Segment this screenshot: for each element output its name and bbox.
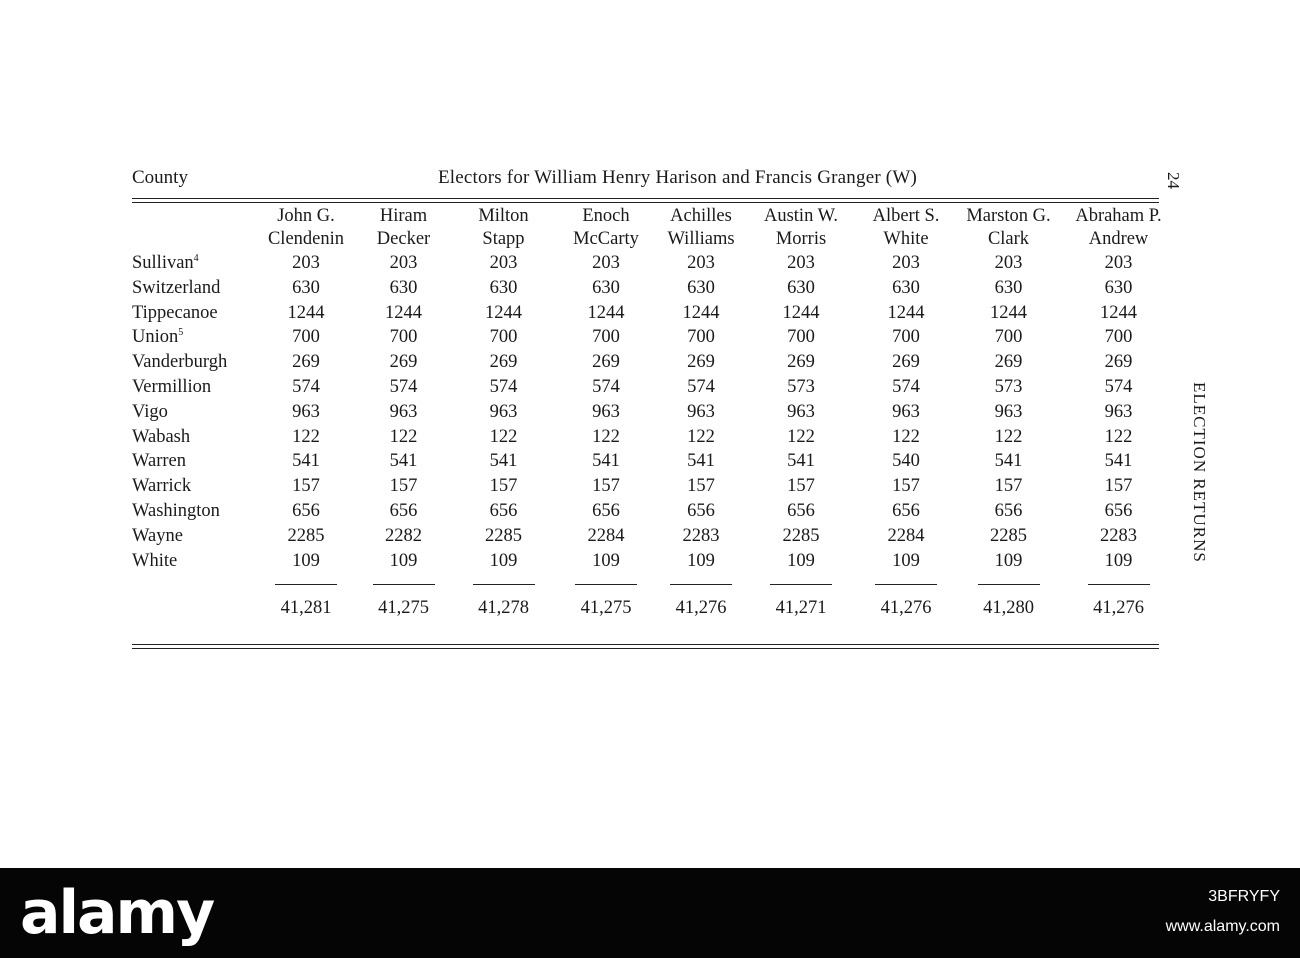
vote-count-cell: 269 (994, 352, 1023, 373)
vote-count-cell: 122 (687, 426, 715, 447)
county-name-text: Vigo (132, 401, 168, 422)
vote-count-cell: 122 (489, 426, 518, 447)
vote-count-cell: 203 (994, 253, 1023, 273)
sum-rule (978, 584, 1040, 585)
elector-first-names-row (128, 205, 1176, 228)
vote-count-cell: 2285 (287, 525, 325, 546)
elector-last-name: Decker (376, 229, 431, 249)
vote-count-cell: 2282 (385, 525, 422, 546)
vote-count-cell: 656 (687, 500, 715, 521)
vote-count-cell: 1244 (587, 302, 625, 323)
vote-count-cell: 2283 (682, 525, 720, 546)
elector-first-name: Abraham P. (1075, 206, 1162, 226)
county-name (128, 499, 256, 524)
elector-first-name: Albert S. (872, 206, 940, 226)
page-number: 24 (1164, 172, 1183, 189)
vote-count-cell: 656 (787, 500, 815, 521)
vote-count-cell: 109 (687, 550, 715, 571)
vote-count-cell: 700 (292, 327, 320, 348)
vote-count-cell: 573 (787, 376, 815, 397)
vote-count-cell: 630 (687, 277, 715, 298)
vote-count-cell: 700 (787, 327, 815, 348)
vote-count-cell: 963 (687, 401, 715, 422)
table-row (128, 375, 1176, 400)
total-cell: 41,278 (478, 598, 529, 619)
vote-count-cell: 541 (1104, 451, 1133, 472)
elector-last-name: Stapp (482, 229, 525, 249)
vote-count-cell: 109 (489, 550, 518, 571)
elector-first-name: Marston G. (966, 206, 1051, 226)
county-name (128, 251, 256, 276)
total-cell: 41,280 (983, 598, 1034, 619)
elector-last-name: Clark (987, 229, 1030, 249)
elector-last-name: Andrew (1088, 229, 1149, 249)
table-row (128, 276, 1176, 301)
table-row (128, 425, 1176, 450)
vote-count-cell: 541 (994, 451, 1023, 472)
vote-count-cell: 109 (1104, 550, 1133, 571)
vote-count-cell: 122 (892, 426, 920, 447)
vote-count-cell: 963 (489, 401, 518, 422)
footnote-marker: 5 (178, 327, 184, 339)
vote-count-cell: 541 (592, 451, 620, 472)
vote-count-cell: 963 (994, 401, 1023, 422)
elector-last-names-row (128, 228, 1176, 251)
county-name (128, 375, 256, 400)
vote-count-cell: 122 (389, 426, 418, 447)
vote-count-cell: 963 (389, 401, 418, 422)
vote-count-cell: 700 (994, 327, 1023, 348)
vote-count-cell: 963 (592, 401, 620, 422)
watermark-image-id: 3BFRYFY (1208, 888, 1280, 905)
vote-count-cell: 2284 (887, 525, 925, 546)
bottom-rule-inner (132, 648, 1159, 649)
county-name-text: Union (132, 327, 179, 348)
vote-count-cell: 573 (994, 376, 1023, 397)
elector-last-name: White (883, 229, 929, 249)
vote-count-cell: 157 (489, 476, 518, 497)
vote-count-cell: 157 (389, 476, 418, 497)
county-name (128, 276, 256, 301)
vote-count-cell: 157 (687, 476, 715, 497)
vote-count-cell: 269 (389, 352, 418, 373)
vote-count-cell: 203 (1104, 253, 1133, 273)
sum-rule (875, 584, 937, 585)
total-cell: 41,276 (1093, 598, 1144, 619)
county-name-text: Vermillion (132, 376, 212, 397)
vote-count-cell: 1244 (485, 302, 522, 323)
vote-count-cell: 2284 (587, 525, 625, 546)
vote-count-cell: 963 (892, 401, 920, 422)
table-row (128, 251, 1176, 276)
vote-count-cell: 269 (292, 352, 320, 373)
county-name-text: White (132, 550, 178, 571)
vote-count-cell: 157 (787, 476, 815, 497)
county-rows (128, 251, 1176, 573)
vote-count-cell: 656 (892, 500, 920, 521)
elector-first-name: Achilles (670, 206, 732, 226)
table-row (128, 301, 1176, 326)
sum-rule (275, 584, 337, 585)
top-rule-inner (132, 202, 1159, 203)
elector-last-name: Clendenin (267, 229, 345, 249)
watermark-logo: alamy (20, 878, 214, 948)
elector-first-name: Austin W. (763, 206, 839, 226)
elector-last-name: Williams (667, 229, 735, 249)
vote-count-cell: 269 (489, 352, 518, 373)
vote-count-cell: 963 (1104, 401, 1133, 422)
sum-rule (1088, 584, 1150, 585)
county-name (128, 549, 256, 574)
county-name (128, 524, 256, 549)
running-section-title: ELECTION RETURNS (1190, 382, 1209, 563)
vote-count-cell: 630 (994, 277, 1023, 298)
vote-count-cell: 269 (787, 352, 815, 373)
vote-count-cell: 540 (892, 451, 920, 472)
vote-count-cell: 963 (292, 401, 320, 422)
county-name-text: Washington (132, 500, 220, 521)
vote-count-cell: 109 (994, 550, 1023, 571)
election-returns-table (128, 205, 1176, 621)
vote-count-cell: 2285 (485, 525, 522, 546)
vote-count-cell: 574 (592, 376, 620, 397)
vote-count-cell: 574 (687, 376, 715, 397)
county-name (128, 474, 256, 499)
vote-count-cell: 700 (1104, 327, 1133, 348)
vote-count-cell: 1244 (385, 302, 422, 323)
vote-count-cell: 203 (592, 253, 620, 273)
vote-count-cell: 630 (389, 277, 418, 298)
table-row (128, 549, 1176, 574)
vote-count-cell: 700 (389, 327, 418, 348)
table-row (128, 499, 1176, 524)
vote-count-cell: 203 (489, 253, 518, 273)
vote-count-cell: 1244 (887, 302, 925, 323)
county-name-text: Switzerland (132, 277, 221, 298)
vote-count-cell: 630 (489, 277, 518, 298)
county-name-text: Wayne (132, 525, 183, 546)
vote-count-cell: 541 (489, 451, 518, 472)
vote-count-cell: 963 (787, 401, 815, 422)
vote-count-cell: 630 (787, 277, 815, 298)
vote-count-cell: 109 (787, 550, 815, 571)
elector-last-name: McCarty (573, 229, 639, 249)
vote-count-cell: 656 (1104, 500, 1133, 521)
county-name (128, 325, 256, 350)
vote-count-cell: 157 (994, 476, 1023, 497)
vote-count-cell: 269 (687, 352, 715, 373)
vote-count-cell: 203 (687, 253, 715, 273)
vote-count-cell: 203 (389, 253, 418, 273)
top-rule (132, 198, 1159, 199)
vote-count-cell: 122 (292, 426, 320, 447)
vote-count-cell: 122 (994, 426, 1023, 447)
footnote-marker: 4 (193, 253, 199, 264)
vote-count-cell: 700 (592, 327, 620, 348)
table-row (128, 325, 1176, 350)
vote-count-cell: 122 (1104, 426, 1133, 447)
table-row (128, 524, 1176, 549)
vote-count-cell: 656 (489, 500, 518, 521)
sum-rule (373, 584, 435, 585)
vote-count-cell: 203 (892, 253, 920, 273)
vote-count-cell: 109 (389, 550, 418, 571)
county-name-text: Vanderburgh (132, 352, 228, 373)
elector-first-name: John G. (277, 206, 335, 226)
vote-count-cell: 269 (892, 352, 920, 373)
vote-count-cell: 203 (292, 253, 320, 273)
elector-first-name: Hiram (379, 206, 428, 226)
vote-count-cell: 1244 (682, 302, 720, 323)
county-name (128, 449, 256, 474)
vote-count-cell: 574 (292, 376, 320, 397)
vote-count-cell: 157 (892, 476, 920, 497)
county-name-text: Wabash (132, 426, 191, 447)
vote-count-cell: 2283 (1100, 525, 1137, 546)
sum-rule (670, 584, 732, 585)
total-cell: 41,275 (580, 598, 632, 619)
total-cell: 41,281 (280, 598, 332, 619)
county-name-text: Sullivan (132, 253, 194, 273)
totals-row (128, 595, 1176, 621)
sum-rule (473, 584, 535, 585)
vote-count-cell: 656 (292, 500, 320, 521)
vote-count-cell: 541 (292, 451, 320, 472)
vote-count-cell: 574 (389, 376, 418, 397)
elector-first-name: Enoch (582, 206, 630, 226)
vote-count-cell: 574 (892, 376, 920, 397)
vote-count-cell: 122 (787, 426, 815, 447)
vote-count-cell: 700 (892, 327, 920, 348)
county-column-label: County (132, 167, 188, 188)
vote-count-cell: 630 (292, 277, 320, 298)
vote-count-cell: 1244 (1100, 302, 1137, 323)
table-row (128, 400, 1176, 425)
vote-count-cell: 2285 (990, 525, 1027, 546)
county-name-text: Warren (132, 451, 186, 472)
table-row (128, 449, 1176, 474)
vote-count-cell: 269 (592, 352, 620, 373)
vote-count-cell: 541 (787, 451, 815, 472)
vote-count-cell: 574 (1104, 376, 1133, 397)
vote-count-cell: 656 (994, 500, 1023, 521)
vote-count-cell: 109 (592, 550, 620, 571)
vote-count-cell: 700 (489, 327, 518, 348)
county-name-text: Warrick (132, 476, 192, 497)
vote-count-cell: 630 (1104, 277, 1133, 298)
bottom-rule (132, 644, 1159, 645)
table-title: Electors for William Henry Harison and Francis Granger (W) (438, 167, 917, 188)
vote-count-cell: 630 (592, 277, 620, 298)
sum-rule (575, 584, 637, 585)
vote-count-cell: 157 (592, 476, 620, 497)
county-name (128, 425, 256, 450)
elector-first-name: Milton (478, 206, 529, 226)
elector-last-name: Morris (775, 229, 827, 249)
county-name (128, 400, 256, 425)
vote-count-cell: 541 (389, 451, 418, 472)
total-cell: 41,275 (378, 598, 429, 619)
county-name-text: Tippecanoe (132, 302, 218, 323)
total-cell: 41,276 (675, 598, 727, 619)
total-cell: 41,276 (880, 598, 932, 619)
vote-count-cell: 1244 (990, 302, 1027, 323)
vote-count-cell: 574 (489, 376, 518, 397)
watermark-url: www.alamy.com (1165, 918, 1280, 935)
vote-count-cell: 630 (892, 277, 920, 298)
county-name (128, 350, 256, 375)
vote-count-cell: 157 (292, 476, 320, 497)
sum-rule (770, 584, 832, 585)
vote-count-cell: 1244 (287, 302, 325, 323)
vote-count-cell: 109 (292, 550, 320, 571)
vote-count-cell: 656 (389, 500, 418, 521)
vote-count-cell: 700 (687, 327, 715, 348)
vote-count-cell: 1244 (782, 302, 820, 323)
sum-rule-row (128, 573, 1176, 595)
table-row (128, 474, 1176, 499)
vote-count-cell: 109 (892, 550, 920, 571)
vote-count-cell: 541 (687, 451, 715, 472)
vote-count-cell: 2285 (782, 525, 820, 546)
county-name (128, 301, 256, 326)
vote-count-cell: 203 (787, 253, 815, 273)
vote-count-cell: 157 (1104, 476, 1133, 497)
total-cell: 41,271 (775, 598, 827, 619)
vote-count-cell: 122 (592, 426, 620, 447)
table-row (128, 350, 1176, 375)
vote-count-cell: 269 (1104, 352, 1133, 373)
vote-count-cell: 656 (592, 500, 620, 521)
